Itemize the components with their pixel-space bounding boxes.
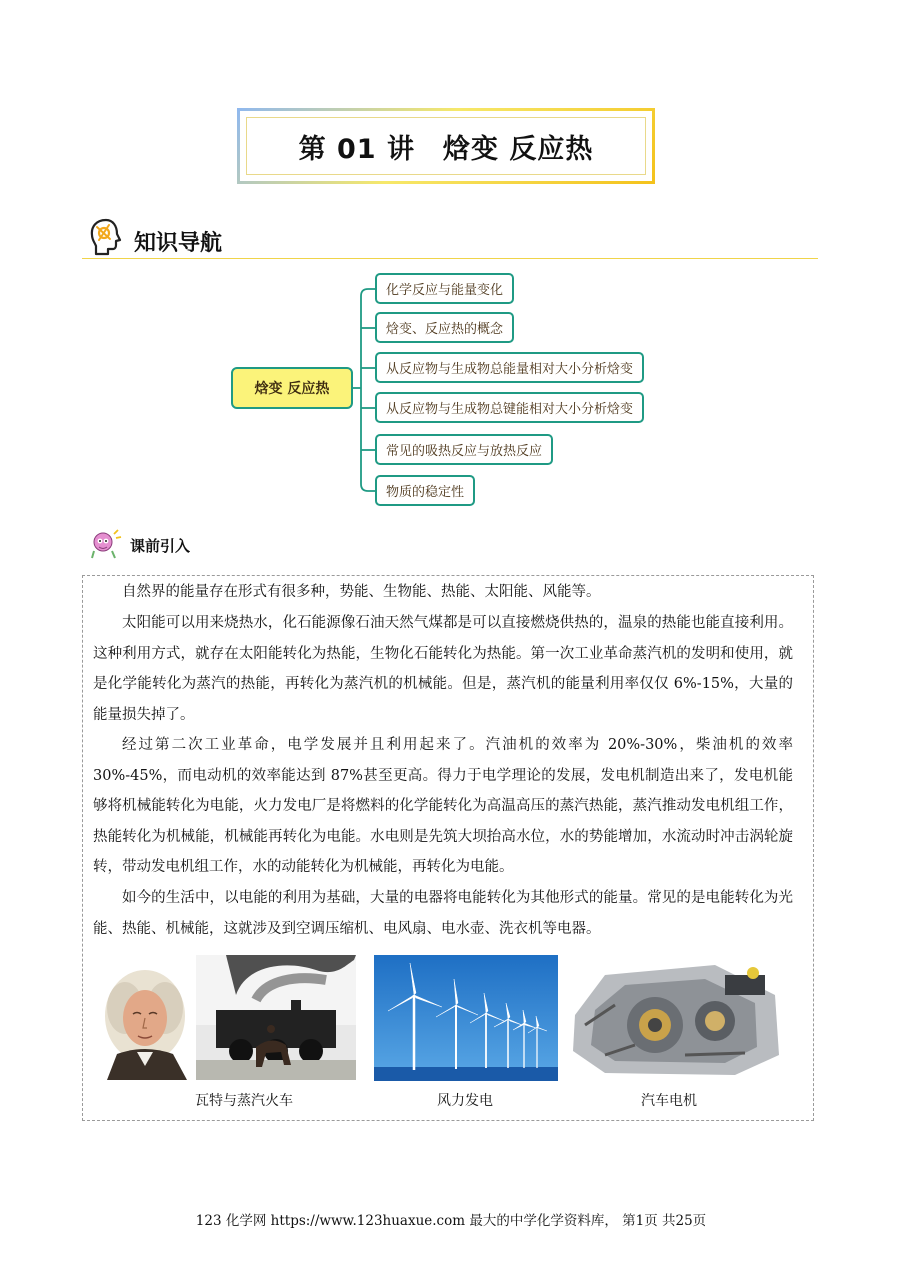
- intro-paragraph-3: 经过第二次工业革命，电学发展并且利用起来了。汽油机的效率为 20%-30%，柴油机的效率 30%-45%，而电动机的效率能达到 87%甚至更高。得力于电学理论的发展，发电机制造出来了，发电机能够将机械能转化为电能，火力发电厂是将燃料的化学能转化为高温高压的蒸汽热能，蒸汽推动发电机组工作，热能转化为机械能，机械能再转化为电能。水电则是先筑大坝抬高水位，水的势能增加，水流动时冲击涡轮旋转，带动发电机组工作，水的动能转化为机械能，再转化为电能。: [93, 737, 793, 875]
- steam-train-image: [196, 955, 356, 1080]
- mindmap-branch-6: 物质的稳定性: [375, 475, 475, 506]
- knowledge-nav-title: 知识导航: [134, 231, 223, 256]
- intro-paragraph-2: 太阳能可以用来烧热水，化石能源像石油天然气煤都是可以直接燃烧供热的，温泉的热能也能直接利用。这种利用方式，就存在太阳能转化为热能，生物化石能转化为热能。第一次工业革命蒸汽机的发明和使用，就是化学能转化为蒸汽的热能，再转化为蒸汽机的机械能。但是，蒸汽机的能量利用率仅仅 6%-15%，大量的能量损失掉了。: [93, 615, 793, 723]
- intro-title: 课前引入: [130, 537, 191, 555]
- car-motor-image: [565, 955, 787, 1081]
- brain-icon: [86, 214, 128, 258]
- page-footer: 123 化学网 https://www.123huaxue.com 最大的中学化学资料库， 第1页 共25页: [195, 1213, 707, 1229]
- cartoon-mascot-icon: [88, 528, 122, 560]
- wind-turbines-image: [374, 955, 558, 1081]
- lecture-title: 第 01 讲 焓变 反应热: [298, 133, 594, 165]
- mindmap-branch-2: 焓变、反应热的概念: [375, 312, 514, 343]
- mindmap-root: 焓变 反应热: [231, 367, 353, 409]
- lecture-title-box: [237, 108, 655, 184]
- intro-paragraph-4: 如今的生活中，以电能的利用为基础，大量的电器将电能转化为其他形式的能量。常见的是电能转化为光能、热能、机械能，这就涉及到空调压缩机、电风扇、电水壶、洗衣机等电器。: [93, 890, 793, 937]
- mindmap-branch-5: 常见的吸热反应与放热反应: [375, 434, 553, 465]
- mindmap-branch-3: 从反应物与生成物总能量相对大小分析焓变: [375, 352, 644, 383]
- caption-wind-power: 风力发电: [437, 1093, 493, 1109]
- caption-car-motor: 汽车电机: [641, 1093, 697, 1109]
- section-divider: [82, 258, 818, 259]
- intro-paragraph-1: 自然界的能量存在形式有很多种，势能、生物能、热能、太阳能、风能等。: [122, 584, 601, 600]
- mindmap-branch-4: 从反应物与生成物总键能相对大小分析焓变: [375, 392, 644, 423]
- mindmap-branch-1: 化学反应与能量变化: [375, 273, 514, 304]
- watt-portrait-image: [95, 956, 195, 1080]
- caption-watt-steam-train: 瓦特与蒸汽火车: [195, 1093, 293, 1109]
